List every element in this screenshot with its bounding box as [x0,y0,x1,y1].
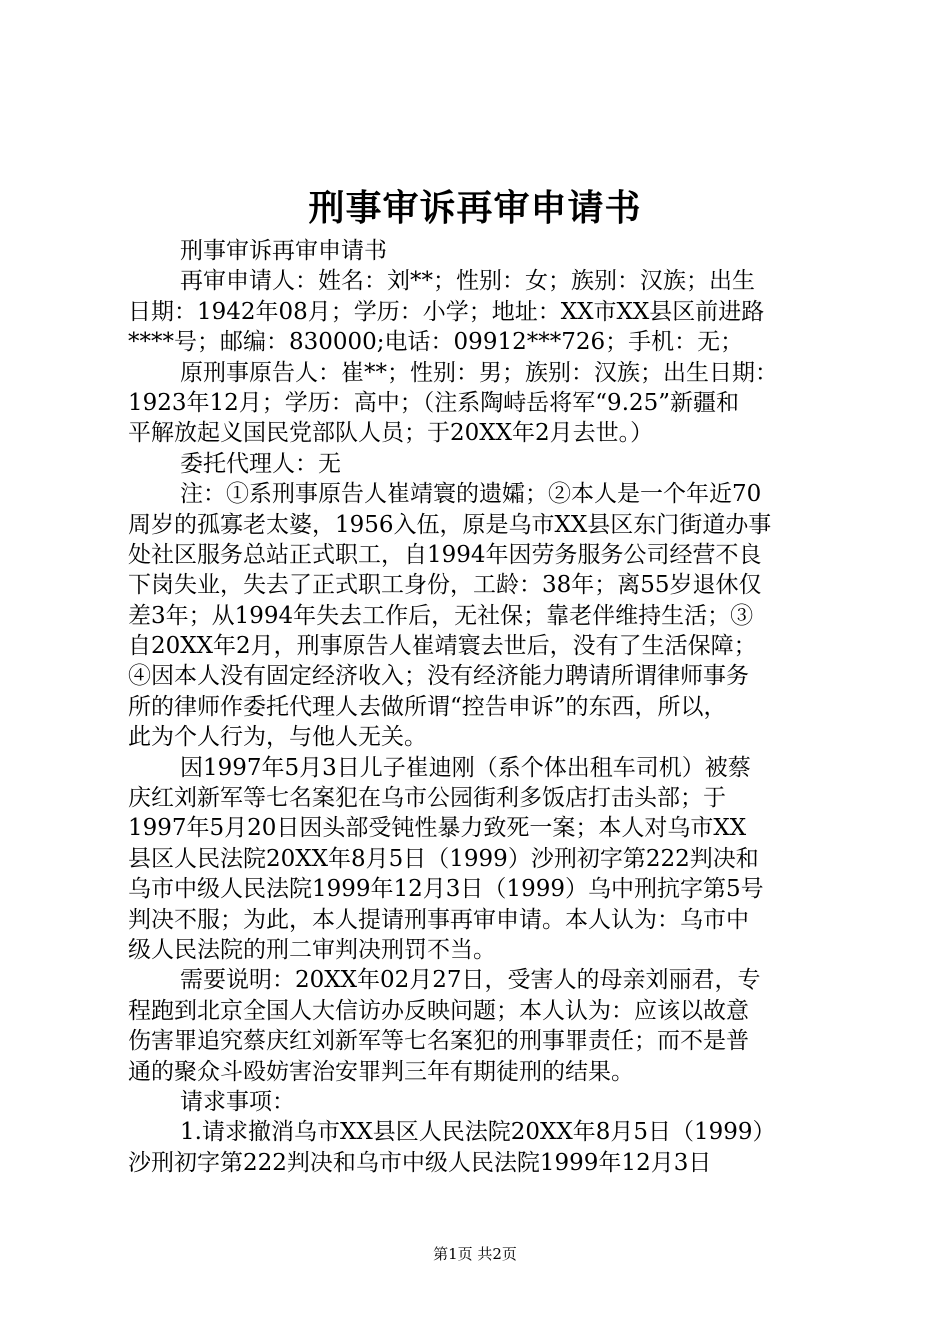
body-line-agent: 委托代理人：无 [180,450,341,477]
body-line: 1923年12月；学历：高中；（注系陶峙岳将军“9.25”新疆和 [128,389,740,416]
document-title: 刑事审诉再审申请书 [308,187,642,229]
body-line-case-facts: 因1997年5月3日儿子崔迪刚（系个体出租车司机）被蔡 [180,754,751,781]
body-line: ④因本人没有固定经济收入；没有经济能力聘请所谓律师事务 [128,663,749,690]
body-line: ****号；邮编：830000;电话：09912***726；手机：无； [128,329,744,356]
body-line-applicant: 再审申请人：姓名：刘**；性别：女；族别：汉族；出生 [180,268,755,295]
body-line: 庆红刘新军等七名案犯在乌市公园街利多饭店打击头部；于 [128,785,726,812]
body-line: 判决不服；为此，本人提请刑事再审申请。本人认为：乌市中 [128,906,749,933]
body-line: 伤害罪追究蔡庆红刘新军等七名案犯的刑事罪责任；而不是普 [128,1028,749,1055]
body-line-original-plaintiff: 原刑事原告人：崔**；性别：男；族别：汉族；出生日期： [180,359,778,386]
page-footer: 第1页 共2页 [433,1245,517,1263]
body-line: 所的律师作委托代理人去做所谓“控告申诉”的东西，所以， [128,693,727,720]
body-line: 级人民法院的刑二审判决刑罚不当。 [128,936,496,963]
body-line: 程跑到北京全国人大信访办反映问题；本人认为：应该以故意 [128,997,749,1024]
body-line-request-1: 1.请求撤消乌市XX县区人民法院20XX年8月5日（1999） [180,1119,776,1146]
document-body [128,236,833,1178]
body-line: 日期：1942年08月；学历：小学；地址：XX市XX县区前进路 [128,298,765,325]
body-line-heading: 刑事审诉再审申请书 [180,238,387,264]
body-line: 沙刑初字第222判决和乌市中级人民法院1999年12月3日 [128,1149,712,1176]
body-line-requests-heading: 请求事项： [180,1088,295,1115]
body-line: 下岗失业，失去了正式职工身份，工龄：38年；离55岁退休仅 [128,572,762,599]
body-line: 乌市中级人民法院1999年12月3日（1999）乌中刑抗字第5号 [128,876,764,903]
body-line: 自20XX年2月，刑事原告人崔靖寰去世后，没有了生活保障； [128,633,757,660]
body-line: 1997年5月20日因头部受钝性暴力致死一案；本人对乌市XX [128,815,747,842]
body-line: 通的聚众斗殴妨害治安罪判三年有期徒刑的结果。 [128,1058,634,1085]
body-line: 县区人民法院20XX年8月5日（1999）沙刑初字第222判决和 [128,845,759,872]
body-line-note: 注：①系刑事原告人崔靖寰的遗孀；②本人是一个年近70 [180,481,762,508]
body-line: 平解放起义国民党部队人员；于20XX年2月去世。） [128,420,654,447]
body-line-explanation: 需要说明：20XX年02月27日，受害人的母亲刘丽君，专 [180,967,761,994]
body-line: 处社区服务总站正式职工，自1994年因劳务服务公司经营不良 [128,541,762,568]
body-line: 差3年；从1994年失去工作后，无社保；靠老伴维持生活；③ [128,602,754,629]
body-line: 周岁的孤寡老太婆，1956入伍，原是乌市XX县区东门街道办事 [128,511,772,538]
body-line: 此为个人行为，与他人无关。 [128,724,427,751]
